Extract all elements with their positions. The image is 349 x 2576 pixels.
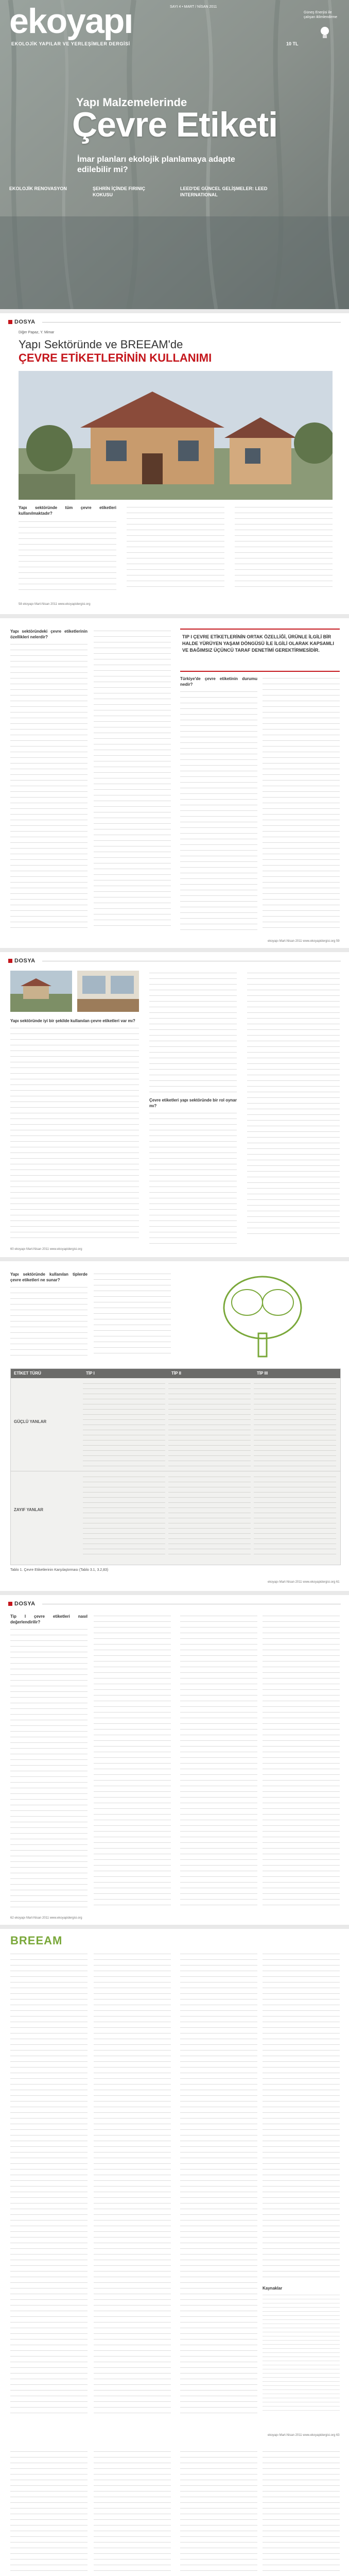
table-cell <box>83 1381 165 1468</box>
page-folio: ekoyapı Mart-Nisan 2011 www.ekoyapidergisi.org 59 <box>268 940 340 943</box>
question-heading: Yapı sektöründe kullanılan tiplerde çevre etiketleri ne sunar? <box>10 1272 88 1282</box>
cover-page <box>0 0 349 309</box>
section-marker <box>8 1602 12 1606</box>
table-row <box>11 1471 340 1559</box>
page-separator <box>0 948 349 952</box>
photo-interior <box>77 971 139 1012</box>
cover-issue: SAYI 4 • MART / NİSAN 2011 <box>170 5 217 9</box>
text-block <box>10 1285 88 1357</box>
spread-col-3 <box>180 676 257 934</box>
table-cell <box>83 1475 165 1556</box>
teaser-title: ŞEHRİN İÇİNDE FIRINIÇ KOKUSU <box>93 186 146 197</box>
text-block <box>263 1614 340 1907</box>
section-label: DOSYA <box>14 958 36 964</box>
cover-title: Çevre Etiketi <box>72 105 277 144</box>
page-separator <box>0 309 349 313</box>
text-block <box>180 689 257 931</box>
page-separator <box>0 1591 349 1595</box>
text-block <box>127 505 224 587</box>
callout-box <box>180 629 340 672</box>
table-cell <box>254 1381 336 1468</box>
table-header-cell: TİP I <box>86 1371 95 1376</box>
breeam-logo: BREEAM <box>10 1934 63 1947</box>
question-heading: Yapı sektöründe tüm çevre etiketleri kullanılmaktadır? <box>19 505 116 516</box>
text-block <box>94 1952 171 2415</box>
breeam-col-1 <box>10 1952 88 2426</box>
end-col-3 <box>180 2449 257 2576</box>
end-page <box>0 2444 349 2576</box>
cover-teaser-0 <box>9 185 76 192</box>
table-page-col-1 <box>10 1272 88 1359</box>
photo-text-page <box>0 952 349 1257</box>
article-col-left <box>19 505 116 592</box>
article-opener-page <box>0 313 349 614</box>
callout-text: TIP I ÇEVRE ETİKETLERİNİN ORTAK ÖZELLİĞİ, ÜRÜNLE İLGİLİ BİR HALDE YÜRÜYEN YAŞAM DÖNGÜSÜ İLE İLGİLİ OLARAK KAPSAMLI VE BAĞIMSIZ ÜÇÜNCÜ TARAF DENETİMİ GEREKTİRMESİDİR. <box>182 634 334 653</box>
text-block <box>94 1272 171 1354</box>
photo-landscape <box>10 971 72 1012</box>
spread2-col-2 <box>94 1614 171 1912</box>
text-block <box>19 519 116 591</box>
question-heading: Yapı sektöründe iyi bir şekilde kullanılan çevre etiketleri var mı? <box>10 1019 135 1023</box>
text-block <box>180 1952 257 2415</box>
text-block <box>94 1614 171 1907</box>
text-block <box>10 1026 139 1242</box>
text-spread-page-2 <box>0 1595 349 1925</box>
table-caption: Tablo 1. Çevre Etiketlerinin Karşılaştırması (Tablo 3.1, 3.2,83) <box>10 1568 109 1572</box>
cover-question: İmar planları ekolojik planlamaya adapte edilebilir mi? <box>77 155 235 174</box>
table-cell <box>168 1475 251 1556</box>
page-separator <box>0 1257 349 1261</box>
references-list <box>263 2293 340 2412</box>
photo-page-col-3 <box>247 971 340 1244</box>
end-col-1 <box>10 2449 88 2576</box>
cover-pre-title: Yapı Malzemelerinde <box>76 96 187 109</box>
page-separator <box>0 614 349 618</box>
table-spread-page <box>0 1261 349 1591</box>
section-header <box>0 954 349 968</box>
spread-col-1 <box>10 629 88 938</box>
table-header-cell: TİP II <box>171 1371 181 1376</box>
question-heading: Tip I çevre etiketleri nasıl değerlendirilir? <box>10 1614 88 1624</box>
text-block <box>94 629 171 927</box>
text-block <box>10 2449 88 2576</box>
text-block <box>94 2449 171 2576</box>
cover-teaser-2 <box>180 185 268 198</box>
breeam-col-2 <box>94 1952 171 2426</box>
end-col-4 <box>263 2449 340 2576</box>
section-label: DOSYA <box>14 319 36 325</box>
table-cell <box>168 1381 251 1468</box>
cover-teaser-1 <box>93 185 165 198</box>
question-heading: Türkiye'de çevre etiketinin durumu nedir? <box>180 676 257 687</box>
table-page-col-2 <box>94 1272 171 1359</box>
table-header-cell: ETİKET TÜRÜ <box>14 1371 41 1376</box>
row-label: ZAYIF YANLAR <box>14 1507 44 1512</box>
cover-subtitle: EKOLOJİK YAPILAR VE YERLEŞİMLER DERGİSİ <box>11 41 130 46</box>
text-spread-page-1 <box>0 618 349 948</box>
references-title: Kaynaklar <box>263 2286 283 2291</box>
page-folio: 60 ekoyapı Mart-Nisan 2011 www.ekoyapidergisi.org <box>10 1248 82 1251</box>
breeam-col-3 <box>180 1952 257 2426</box>
page-folio: ekoyapı Mart-Nisan 2011 www.ekoyapidergisi.org 63 <box>268 2434 340 2437</box>
table-row <box>11 1378 340 1471</box>
table-header-cell: TİP III <box>257 1371 268 1376</box>
cover-side-note: Güneş Enerjisi ile çalışan iklimlendirme <box>304 11 337 19</box>
text-block <box>149 971 237 1094</box>
spread2-col-4 <box>263 1614 340 1912</box>
article-author: Diğer Papaz, Y. Mimar <box>19 331 55 334</box>
cover-bulb-icon <box>319 26 330 40</box>
photo-page-col-2 <box>149 971 237 1244</box>
spread-col-2 <box>94 629 171 938</box>
text-block <box>263 676 340 928</box>
table-cell <box>254 1475 336 1556</box>
text-block <box>263 2449 340 2576</box>
table-header <box>11 1369 340 1378</box>
section-marker <box>8 320 12 324</box>
page-separator <box>0 1925 349 1929</box>
article-title-line2: ÇEVRE ETİKETLERİNİN KULLANIMI <box>19 351 212 364</box>
page-folio: ekoyapı Mart-Nisan 2011 www.ekoyapidergisi.org 61 <box>268 1581 340 1584</box>
article-col-right <box>235 505 333 592</box>
text-block <box>247 971 340 1239</box>
breeam-col-4 <box>263 1952 340 2426</box>
page-folio: 62 ekoyapı Mart-Nisan 2011 www.ekoyapidergisi.org <box>10 1917 82 1920</box>
spread2-col-1 <box>10 1614 88 1912</box>
row-label: GÜÇLÜ YANLAR <box>14 1419 47 1424</box>
section-marker <box>8 959 12 963</box>
house-photo <box>19 371 333 500</box>
text-block <box>180 1614 257 1907</box>
text-block <box>235 505 333 587</box>
photo-page-col-1 <box>10 1018 139 1245</box>
text-block <box>180 2449 257 2576</box>
section-label: DOSYA <box>14 1601 36 1607</box>
text-block <box>263 1952 340 2281</box>
comparison-table <box>10 1368 341 1565</box>
text-block <box>10 1952 88 2415</box>
text-block <box>10 642 88 930</box>
page-folio: 58 ekoyapı Mart-Nisan 2011 www.ekoyapidergisi.org <box>19 603 91 606</box>
text-block <box>10 1627 88 1910</box>
teaser-title: EKOLOJİK RENOVASYON <box>9 186 67 191</box>
teaser-title: LEED'DE GÜNCEL GELİŞMELER: LEED INTERNATIONAL <box>180 186 268 197</box>
text-block <box>149 1111 237 1245</box>
question-heading: Yapı sektöründeki çevre etiketlerinin özellikleri nelerdir? <box>10 629 88 639</box>
eco-tree-illustration <box>206 1272 319 1359</box>
cover-price: 10 TL <box>286 41 299 46</box>
divider <box>42 322 341 323</box>
breeam-page <box>0 1929 349 2444</box>
section-header <box>0 315 349 329</box>
spread2-col-3 <box>180 1614 257 1912</box>
question-heading: Çevre etiketleri yapı sektöründe bir rol oynar mı? <box>149 1098 237 1108</box>
cover-logo: ekoyapı <box>9 2 133 41</box>
section-header <box>0 1597 349 1611</box>
article-title-line1: Yapı Sektöründe ve BREEAM'de <box>19 338 183 351</box>
end-col-2 <box>94 2449 171 2576</box>
spread-col-4 <box>263 676 340 934</box>
article-col-mid <box>127 505 224 592</box>
